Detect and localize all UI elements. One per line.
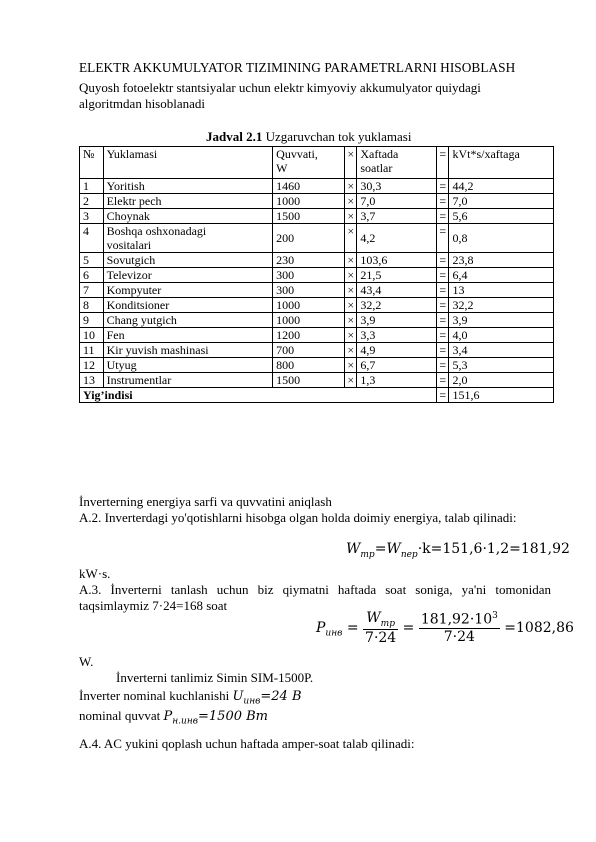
section-heading: İnverterning energiya sarfi va quvvatini aniqlash <box>79 494 332 509</box>
table-row <box>80 224 554 253</box>
row-power: 1000 <box>273 194 345 209</box>
paragraph-a2: A.2. Inverterdagi yo'qotishlarni hisobga olgan holda doimiy energiya, talab qilinadi: <box>79 510 517 525</box>
intro-line-2: algoritmdan hisoblanadi <box>79 96 206 111</box>
row-hours: 30,3 <box>357 179 437 194</box>
formula2-num1: W <box>366 610 381 626</box>
header-energy: kVt*s/xaftaga <box>449 147 554 179</box>
row-hours: 4,9 <box>357 343 437 358</box>
nominal-voltage-sub: инв <box>243 696 261 707</box>
row-mult: × <box>345 209 357 224</box>
inverter-choice: İnverterni tanlimiz Simin SIM-1500P. <box>116 670 314 685</box>
row-energy: 7,0 <box>449 194 554 209</box>
row-power: 230 <box>273 253 345 268</box>
row-power: 1000 <box>273 298 345 313</box>
row-energy: 5,6 <box>449 209 554 224</box>
row-eq: = <box>437 343 449 358</box>
row-energy: 6,4 <box>449 268 554 283</box>
formula2-num2-sup: 3 <box>492 611 498 622</box>
row-num: 13 <box>80 373 104 388</box>
row-mult: × <box>345 224 357 253</box>
nominal-voltage-symbol: U <box>232 689 244 704</box>
row-power: 700 <box>273 343 345 358</box>
row-eq: = <box>437 268 449 283</box>
total-label: Yig’indisi <box>80 388 437 403</box>
nominal-power-symbol: P <box>163 709 173 724</box>
row-power: 1460 <box>273 179 345 194</box>
table-row <box>80 179 554 194</box>
row-load-name: Sovutgich <box>103 253 273 268</box>
table-header-row <box>80 147 554 179</box>
row-power: 200 <box>273 224 345 253</box>
header-load: Yuklamasi <box>103 147 273 179</box>
table-body <box>80 179 554 388</box>
row-load-name: Choynak <box>103 209 273 224</box>
row-hours: 32,2 <box>357 298 437 313</box>
nominal-power-value: =1500 Bm <box>198 709 269 724</box>
row-num: 6 <box>80 268 104 283</box>
header-power-label: Quvvati, <box>276 147 318 161</box>
header-hours-label-2: soatlar <box>360 161 393 175</box>
formula2-num1-sub: mp <box>380 618 395 629</box>
row-mult: × <box>345 343 357 358</box>
row-load-name-line1: Boshqa oshxonadagi <box>106 224 207 238</box>
formula2-frac-2 <box>419 611 500 645</box>
row-eq: = <box>437 328 449 343</box>
nominal-voltage-label: İnverter nominal kuchlanishi <box>79 688 230 703</box>
row-mult: × <box>345 358 357 373</box>
row-energy: 4,0 <box>449 328 554 343</box>
row-energy: 0,8 <box>449 224 554 253</box>
row-eq: = <box>437 209 449 224</box>
row-power: 300 <box>273 268 345 283</box>
table-row <box>80 283 554 298</box>
row-mult: × <box>345 179 357 194</box>
header-mult: × <box>345 147 357 179</box>
row-eq: = <box>437 298 449 313</box>
row-hours: 43,4 <box>357 283 437 298</box>
row-num: 3 <box>80 209 104 224</box>
row-load-name: Fen <box>103 328 273 343</box>
row-load-name: Yoritish <box>103 179 273 194</box>
table-row <box>80 328 554 343</box>
row-hours: 6,7 <box>357 358 437 373</box>
formula2-num2: 181,92·10 <box>420 611 493 628</box>
header-eq: = <box>437 147 449 179</box>
row-load-name: Konditsioner <box>103 298 273 313</box>
formula2-den2: 7·24 <box>443 628 475 645</box>
nominal-voltage-line <box>79 688 302 710</box>
row-power: 300 <box>273 283 345 298</box>
row-load-name <box>103 224 273 253</box>
header-num: № <box>80 147 104 179</box>
row-eq: = <box>437 373 449 388</box>
unit-kws: kW·s. <box>79 566 111 581</box>
formula2-p-sub: инв <box>325 628 343 639</box>
row-hours: 3,3 <box>357 328 437 343</box>
table-row <box>80 209 554 224</box>
row-mult: × <box>345 194 357 209</box>
row-num: 5 <box>80 253 104 268</box>
intro-line-1: Quyosh fotoelektr stantsiyalar uchun elektr kimyoviy akkumulyator quiydagi <box>79 80 481 95</box>
loads-table <box>79 146 554 403</box>
formula2-result: =1082,86 <box>504 619 574 636</box>
row-load-name: Kompyuter <box>103 283 273 298</box>
table-caption-text: Uzgaruvchan tok yuklamasi <box>262 129 412 144</box>
row-load-name-line2: vositalari <box>106 238 152 252</box>
row-energy: 3,4 <box>449 343 554 358</box>
table-row <box>80 194 554 209</box>
total-value: 151,6 <box>449 388 554 403</box>
formula1-w2-sub: nep <box>400 549 418 560</box>
row-load-name: Chang yutgich <box>103 313 273 328</box>
row-power: 1000 <box>273 313 345 328</box>
unit-w: W. <box>79 654 94 669</box>
paragraph-a3: A.3. İnverterni tanlash uchun biz qiymatni haftada soat soniga, ya'ni tomonidan taqsimlaymiz 7·24=168 soat <box>79 582 551 613</box>
row-energy: 3,9 <box>449 313 554 328</box>
row-power: 1500 <box>273 209 345 224</box>
row-hours: 4,2 <box>357 224 437 253</box>
row-mult: × <box>345 298 357 313</box>
row-eq: = <box>437 283 449 298</box>
nominal-power-formula <box>163 709 269 727</box>
row-num: 10 <box>80 328 104 343</box>
table-row <box>80 373 554 388</box>
row-energy: 2,0 <box>449 373 554 388</box>
row-energy: 5,3 <box>449 358 554 373</box>
page-title: ELEKTR AKKUMULYATOR TIZIMINING PARAMETRLARNI HISOBLASH <box>79 60 516 75</box>
formula1-rest: ·k=151,6·1,2=181,92 <box>417 541 570 557</box>
row-num: 12 <box>80 358 104 373</box>
formula1-w-sub: mp <box>360 549 375 560</box>
table-row <box>80 268 554 283</box>
row-eq: = <box>437 358 449 373</box>
row-mult: × <box>345 253 357 268</box>
row-num: 9 <box>80 313 104 328</box>
header-hours-label: Xaftada <box>360 147 399 161</box>
row-hours: 1,3 <box>357 373 437 388</box>
row-energy: 44,2 <box>449 179 554 194</box>
formula2-p: P <box>316 619 326 636</box>
row-hours: 103,6 <box>357 253 437 268</box>
row-load-name: Elektr pech <box>103 194 273 209</box>
row-eq: = <box>437 224 449 253</box>
row-eq: = <box>437 313 449 328</box>
header-power <box>273 147 345 179</box>
nominal-power-sub: н.инв <box>172 716 199 727</box>
table-row <box>80 358 554 373</box>
row-num: 7 <box>80 283 104 298</box>
row-num: 2 <box>80 194 104 209</box>
row-mult: × <box>345 268 357 283</box>
row-energy: 32,2 <box>449 298 554 313</box>
formula-energy: $W_{mp}=W_{nep}\cdot k=151,6\cdot 1,2=181,92$ <box>346 541 570 560</box>
row-mult: × <box>345 373 357 388</box>
formula1-w: W <box>346 541 361 557</box>
row-hours: 3,9 <box>357 313 437 328</box>
formula2-den1: 7·24 <box>365 629 397 646</box>
table-row <box>80 298 554 313</box>
row-num: 1 <box>80 179 104 194</box>
row-num: 8 <box>80 298 104 313</box>
row-power: 1200 <box>273 328 345 343</box>
table-caption <box>206 129 411 145</box>
table-total-row <box>80 388 554 403</box>
table-row <box>80 343 554 358</box>
row-hours: 21,5 <box>357 268 437 283</box>
row-mult: × <box>345 283 357 298</box>
row-energy: 23,8 <box>449 253 554 268</box>
row-num: 11 <box>80 343 104 358</box>
formula2-frac-1 <box>363 610 398 646</box>
row-power: 1500 <box>273 373 345 388</box>
nominal-power-line <box>79 708 268 730</box>
paragraph-a4: A.4. AC yukini qoplash uchun haftada amper-soat talab qilinadi: <box>79 736 415 751</box>
table-caption-number: Jadval 2.1 <box>206 129 263 144</box>
row-hours: 7,0 <box>357 194 437 209</box>
nominal-voltage-formula <box>232 689 302 707</box>
header-power-unit: W <box>276 161 288 175</box>
formula-power: $P_{инв}$ = $\frac{W_{mp}}{7\cdot 24}$ = $\frac{181,92\cdot 10^3}{7\cdot 24}$ =1082,86 <box>316 610 574 646</box>
row-load-name: Kir yuvish mashinasi <box>103 343 273 358</box>
row-load-name: Televizor <box>103 268 273 283</box>
row-power: 800 <box>273 358 345 373</box>
row-num: 4 <box>80 224 104 253</box>
formula1-w2: W <box>386 541 401 557</box>
nominal-voltage-value: =24 B <box>260 689 302 704</box>
row-eq: = <box>437 179 449 194</box>
row-load-name: Utyug <box>103 358 273 373</box>
table-row <box>80 253 554 268</box>
row-eq: = <box>437 253 449 268</box>
row-eq: = <box>437 194 449 209</box>
row-hours: 3,7 <box>357 209 437 224</box>
row-load-name: Instrumentlar <box>103 373 273 388</box>
row-mult: × <box>345 328 357 343</box>
header-hours <box>357 147 437 179</box>
nominal-power-label: nominal quvvat <box>79 708 161 723</box>
total-eq: = <box>437 388 449 403</box>
row-mult: × <box>345 313 357 328</box>
row-energy: 13 <box>449 283 554 298</box>
table-row <box>80 313 554 328</box>
